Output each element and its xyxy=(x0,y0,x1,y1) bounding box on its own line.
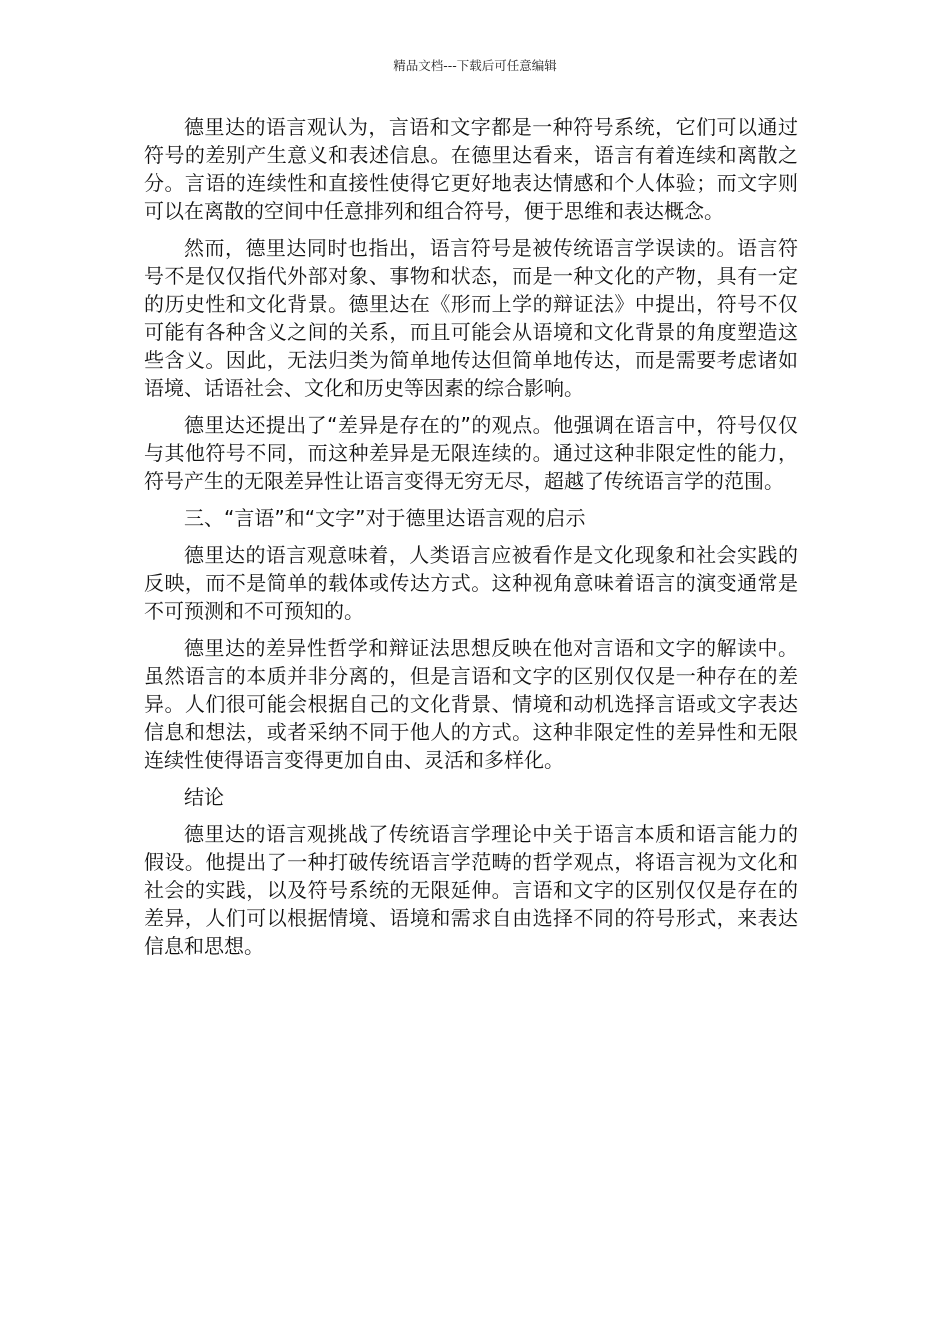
paragraph-1: 德里达的语言观认为，言语和文字都是一种符号系统，它们可以通过符号的差别产生意义和表述信息。在德里达看来，语言有着连续和离散之分。言语的连续性和直接性使得它更好地表达情感和个人体验；而文字则可以在离散的空间中任意排列和组合符号，便于思维和表达概念。 xyxy=(144,115,798,223)
section-heading: 三、“言语”和“文字”对于德里达语言观的启示 xyxy=(184,506,586,530)
page-header: 精品文档---下载后可任意编辑 xyxy=(393,58,557,73)
document-body xyxy=(144,113,798,969)
paragraph-3: 德里达还提出了“差异是存在的”的观点。他强调在语言中，符号仅仅与其他符号不同，而这种差异是无限连续的。通过这种非限定性的能力，符号产生的无限差异性让语言变得无穷无尽，超越了传统语言学的范围。 xyxy=(144,413,798,493)
paragraph-6: 德里达的语言观挑战了传统语言学理论中关于语言本质和语言能力的假设。他提出了一种打破传统语言学范畴的哲学观点，将语言视为文化和社会的实践，以及符号系统的无限延伸。言语和文字的区别仅仅是存在的差异，人们可以根据情境、语境和需求自由选择不同的符号形式，来表达信息和思想。 xyxy=(144,822,798,958)
conclusion-heading: 结论 xyxy=(184,785,224,809)
paragraph-4: 德里达的语言观意味着，人类语言应被看作是文化现象和社会实践的反映，而不是简单的载体或传达方式。这种视角意味着语言的演变通常是不可预测和不可预知的。 xyxy=(144,543,798,623)
paragraph-2: 然而，德里达同时也指出，语言符号是被传统语言学误读的。语言符号不是仅仅指代外部对象、事物和状态，而是一种文化的产物，具有一定的历史性和文化背景。德里达在《形而上学的辩证法》中提出，符号不仅可能有各种含义之间的关系，而且可能会从语境和文化背景的角度塑造这些含义。因此，无法归类为简单地传达但简单地传达，而是需要考虑诸如语境、话语社会、文化和历史等因素的综合影响。 xyxy=(144,236,798,400)
paragraph-5: 德里达的差异性哲学和辩证法思想反映在他对言语和文字的解读中。虽然语言的本质并非分离的，但是言语和文字的区别仅仅是一种存在的差异。人们很可能会根据自己的文化背景、情境和动机选择言语或文字表达信息和想法，或者采纳不同于他人的方式。这种非限定性的差异性和无限连续性使得语言变得更加自由、灵活和多样化。 xyxy=(144,636,798,772)
